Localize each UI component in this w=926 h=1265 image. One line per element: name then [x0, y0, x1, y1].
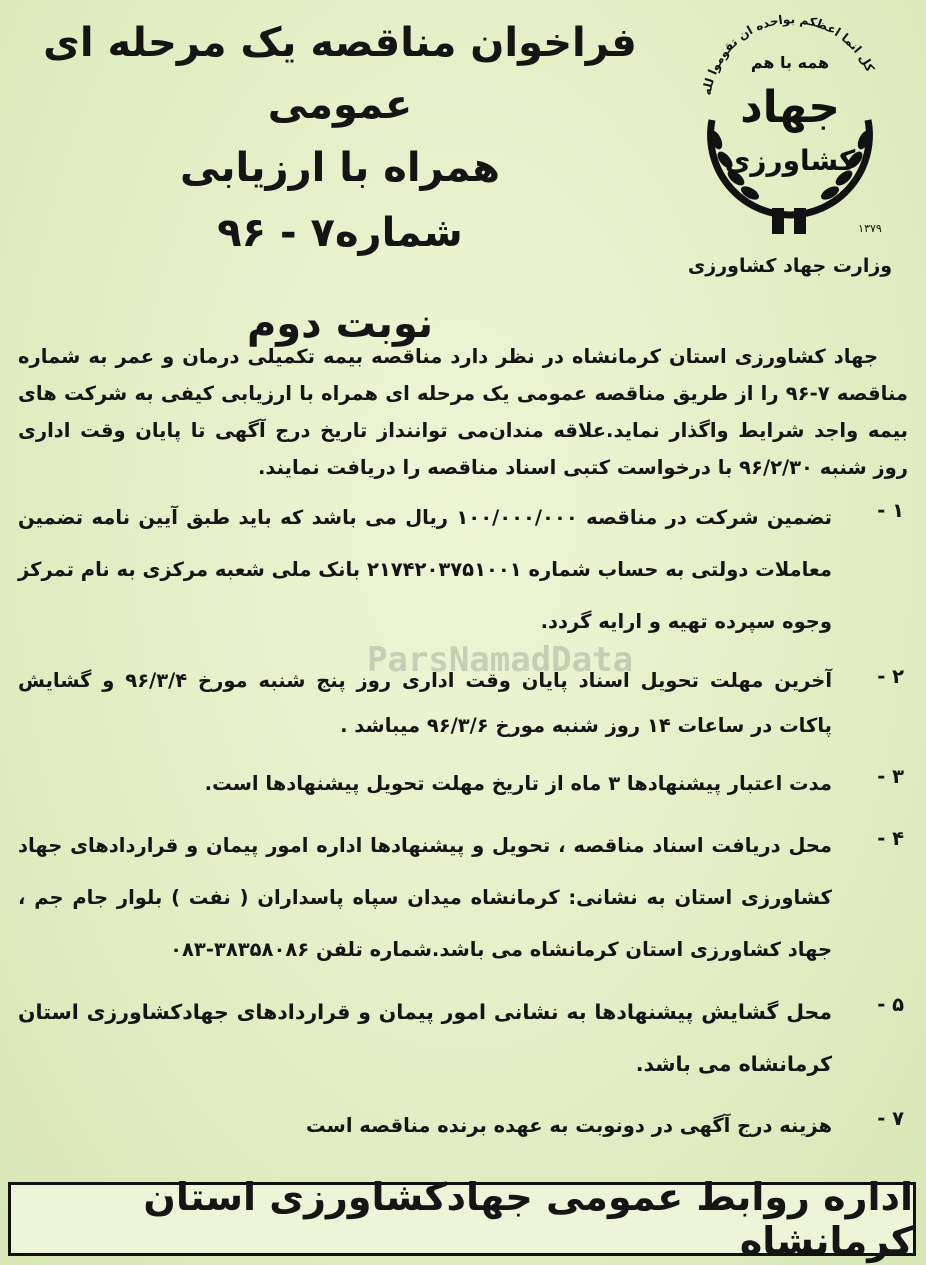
item-2: [18, 658, 908, 748]
item-number: ۵ -: [877, 993, 904, 1016]
item-text: محل دریافت اسناد مناقصه ، تحویل و پیشنهادها اداره امور پیمان و قراردادهای جهاد کشاورزی استان به نشانی: کرمانشاه میدان سپاه پاسداران ( نفت ) بلوار جام جم ، جهاد کشاورزی استان کرمانشاه می باشد.شماره تلفن ۳۸۳۵۸۰۸۶-۰۸۳: [18, 834, 832, 961]
title-block: [20, 12, 660, 374]
logo-sub-text: کشاورزی: [724, 144, 856, 177]
item-7: [18, 1100, 908, 1152]
item-number: ۱ -: [877, 499, 904, 522]
watermark-text: ParsNamadData: [366, 640, 634, 680]
title-line-2: همراه با ارزیابی: [180, 145, 500, 191]
logo-year: ۱۳۷۹: [858, 222, 882, 235]
item-text: هزینه درج آگهی در دونوبت به عهده برنده مناقصه است: [306, 1114, 832, 1137]
logo-main-text: جهاد: [740, 82, 840, 133]
item-5: [18, 986, 908, 1090]
jahad-logo: [670, 10, 910, 250]
item-1: [18, 492, 908, 648]
item-4: [18, 820, 908, 976]
item-number: ۴ -: [877, 827, 904, 850]
logo-top-text: همه با هم: [750, 53, 830, 72]
item-text: تضمین شرکت در مناقصه ۱۰۰/۰۰۰/۰۰۰ ریال می باشد که باید طبق آیین نامه تضمین معاملات دولتی به حساب شماره ۲۱۷۴۲۰۳۷۵۱۰۰۱ بانک ملی شعبه مرکزی به نام تمرکز وجوه سپرده تهیه و ارایه گردد.: [18, 506, 833, 633]
item-3: [18, 758, 908, 810]
title-line-1: فراخوان مناقصه یک مرحله ای عمومی: [43, 20, 637, 128]
item-text: آخرین مهلت تحویل اسناد پایان وقت اداری روز پنج شنبه مورخ ۹۶/۳/۴ و گشایش پاکات در ساعات ۱۴ روز شنبه مورخ ۹۶/۳/۶ میباشد .: [18, 669, 833, 737]
notice-header: [0, 0, 926, 347]
item-text: مدت اعتبار پیشنهادها ۳ ماه از تاریخ مهلت تحویل پیشنهادها است.: [204, 772, 832, 795]
title-line-4: نوبت دوم: [246, 301, 434, 347]
footer-text: اداره روابط عمومی جهادکشاورزی استان کرمانشاه: [143, 1175, 913, 1263]
item-text: محل گشایش پیشنهادها به نشانی امور پیمان و قراردادهای جهادکشاورزی استان کرمانشاه می باشد.: [18, 1000, 832, 1076]
footer-box: [8, 1175, 916, 1263]
title-line-3: شماره۷ - ۹۶: [217, 210, 463, 256]
item-number: ۷ -: [877, 1107, 904, 1130]
notice-body: [18, 338, 908, 1162]
item-number: ۳ -: [877, 765, 904, 788]
logo-arc-text: کل انما اعظکم بواحده ان تقوموا لله: [699, 12, 878, 97]
ministry-name: وزارت جهاد کشاورزی: [687, 255, 893, 277]
item-number: ۲ -: [877, 665, 904, 688]
intro-paragraph: جهاد کشاورزی استان کرمانشاه در نظر دارد مناقصه بیمه تکمیلی درمان و عمر به شماره مناقصه ۷-۹۶ را از طریق مناقصه عمومی یک مرحله ای همراه با ارزیابی کیفی به شرکت های بیمه واجد شرایط واگذار نماید.علاقه مندان‌می توانند‌از تاریخ درج آگهی تا پایان وقت اداری روز شنبه ۹۶/۲/۳۰ با درخواست کتبی اسناد مناقصه را دریافت نمایند.: [18, 345, 908, 479]
